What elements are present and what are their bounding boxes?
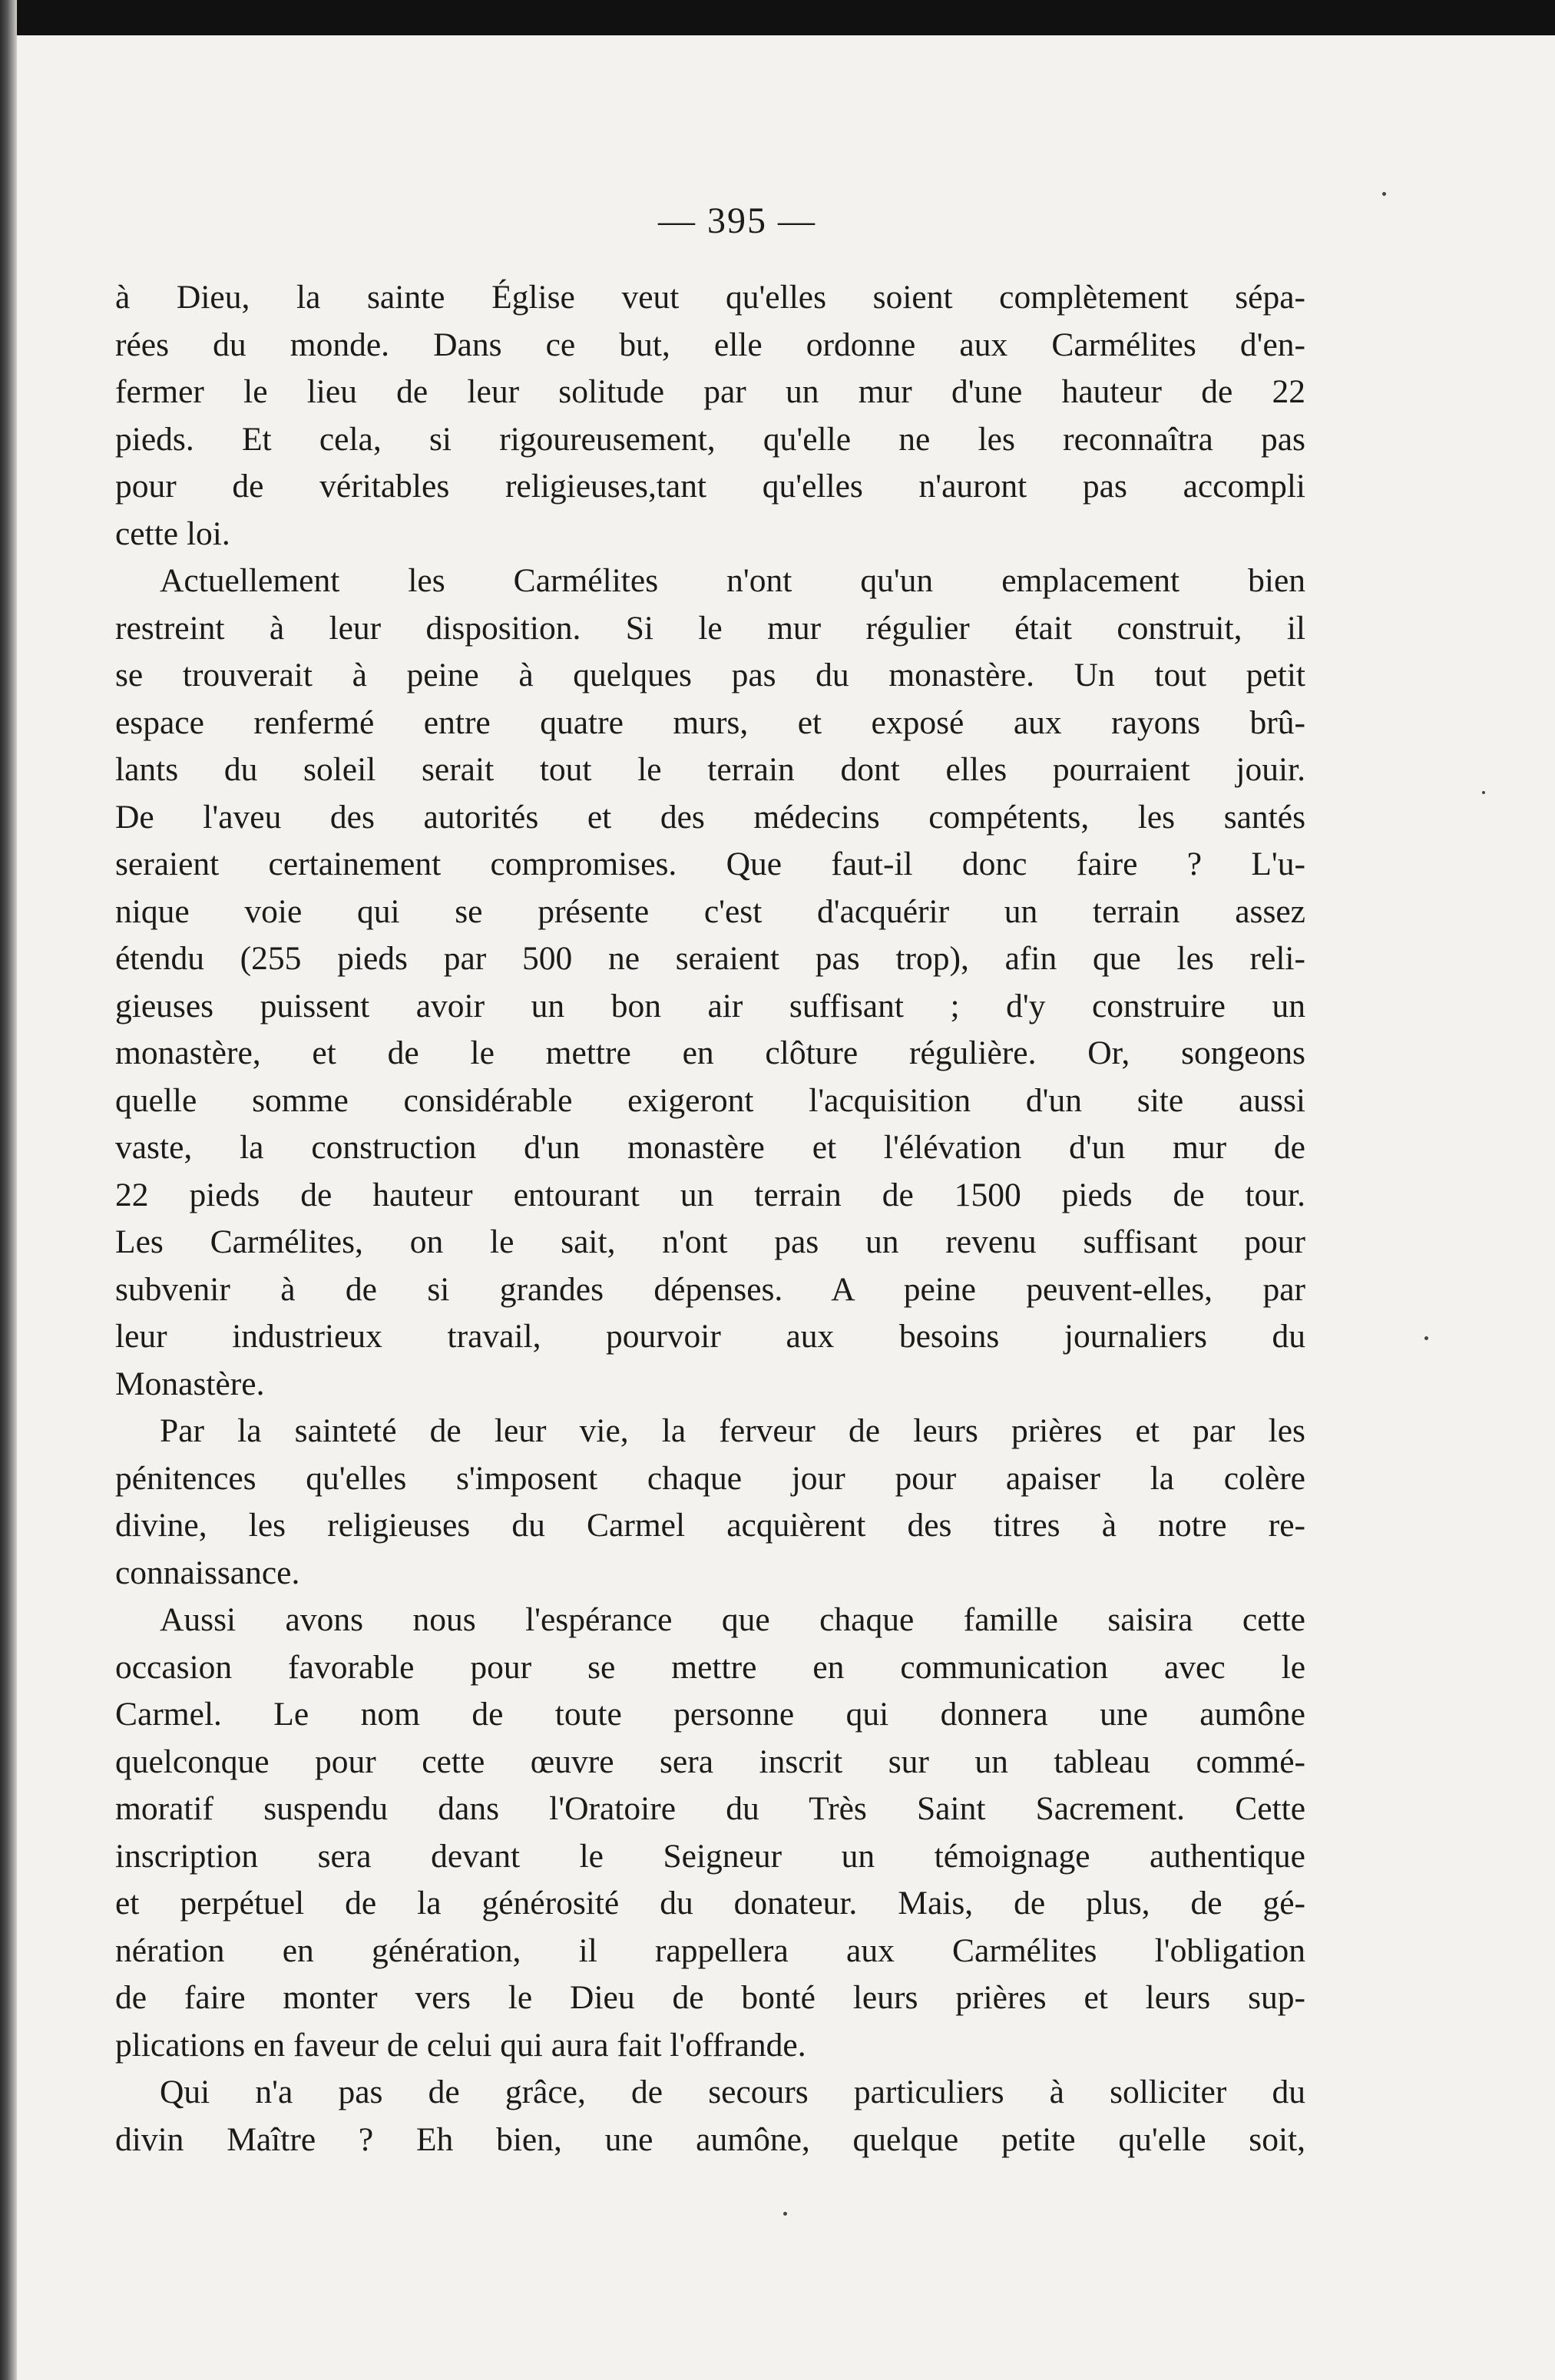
text-line: Monastère. (115, 1365, 265, 1402)
page-number: — 395 — (658, 200, 816, 241)
text-line: nique voie qui se présente c'est d'acquérir un terrain assez (115, 892, 1305, 930)
paragraph (115, 1408, 1305, 1597)
scan-top-border (0, 0, 1555, 35)
text-line: leur industrieux travail, pourvoir aux besoins journaliers du (115, 1318, 1305, 1355)
text-line: restreint à leur disposition. Si le mur régulier était construit, il (115, 609, 1305, 647)
book-page (115, 200, 1305, 2163)
text-line: Aussi avons nous l'espérance que chaque famille saisira cette (160, 1601, 1305, 1638)
text-line: divin Maître ? Eh bien, une aumône, quelque petite qu'elle soit, (115, 2120, 1305, 2158)
text-line: lants du soleil serait tout le terrain dont elles pourraient jouir. (115, 751, 1305, 788)
text-line: quelconque pour cette œuvre sera inscrit sur un tableau commé- (115, 1743, 1305, 1780)
text-line: moratif suspendu dans l'Oratoire du Très Saint Sacrement. Cette (115, 1790, 1305, 1827)
scan-speck (1482, 791, 1485, 794)
text-line: nération en génération, il rappellera aux Carmélites l'obligation (115, 1931, 1305, 1969)
text-line: étendu (255 pieds par 500 ne seraient pas trop), afin que les reli- (115, 940, 1305, 977)
paragraph (115, 2069, 1305, 2163)
paragraph (115, 1597, 1305, 2069)
scan-binding-edge (0, 0, 17, 2380)
text-line: rées du monde. Dans ce but, elle ordonne aux Carmélites d'en- (115, 326, 1305, 363)
scan-speck (1424, 1336, 1428, 1340)
text-line: Actuellement les Carmélites n'ont qu'un emplacement bien (160, 562, 1305, 599)
text-line: pieds. Et cela, si rigoureusement, qu'elle ne les reconnaîtra pas (115, 420, 1305, 458)
text-line: divine, les religieuses du Carmel acquièrent des titres à notre re- (115, 1507, 1305, 1544)
text-line: pénitences qu'elles s'imposent chaque jour pour apaiser la colère (115, 1459, 1305, 1497)
text-line: Les Carmélites, on le sait, n'ont pas un revenu suffisant pour (115, 1223, 1305, 1260)
text-line: seraient certainement compromises. Que faut-il donc faire ? L'u- (115, 846, 1305, 882)
text-line: quelle somme considérable exigeront l'acquisition d'un site aussi (115, 1081, 1305, 1119)
scan-speck (1382, 192, 1386, 196)
text-line: monastère, et de le mettre en clôture régulière. Or, songeons (115, 1034, 1305, 1071)
text-line: à Dieu, la sainte Église veut qu'elles soient complètement sépa- (115, 279, 1305, 316)
text-line: pour de véritables religieuses,tant qu'elles n'auront pas accompli (115, 468, 1305, 505)
text-line: gieuses puissent avoir un bon air suffisant ; d'y construire un (115, 987, 1305, 1024)
text-line: Qui n'a pas de grâce, de secours particuliers à solliciter du (160, 2074, 1305, 2110)
text-line: fermer le lieu de leur solitude par un mur d'une hauteur de 22 (115, 373, 1305, 410)
text-line: occasion favorable pour se mettre en communication avec le (115, 1648, 1305, 1686)
text-line: plications en faveur de celui qui aura fait l'offrande. (115, 2026, 806, 2064)
text-line: 22 pieds de hauteur entourant un terrain de 1500 pieds de tour. (115, 1176, 1305, 1213)
scan-speck (783, 2212, 787, 2216)
paragraph (115, 558, 1305, 1408)
text-line: vaste, la construction d'un monastère et l'élévation d'un mur de (115, 1129, 1305, 1166)
text-line: espace renfermé entre quatre murs, et exposé aux rayons brû- (115, 703, 1305, 741)
text-line: subvenir à de si grandes dépenses. A peine peuvent-elles, par (115, 1270, 1305, 1308)
text-line: et perpétuel de la générosité du donateur. Mais, de plus, de gé- (115, 1885, 1305, 1922)
page-body (115, 274, 1305, 2163)
text-line: se trouverait à peine à quelques pas du monastère. Un tout petit (115, 657, 1305, 693)
text-line: de faire monter vers le Dieu de bonté leurs prières et leurs sup- (115, 1979, 1305, 2016)
text-line: Carmel. Le nom de toute personne qui donnera une aumône (115, 1696, 1305, 1733)
text-line: Par la sainteté de leur vie, la ferveur de leurs prières et par les (160, 1412, 1305, 1449)
text-line: inscription sera devant le Seigneur un témoignage authentique (115, 1837, 1305, 1875)
text-line: De l'aveu des autorités et des médecins compétents, les santés (115, 798, 1305, 836)
text-line: cette loi. (115, 515, 230, 552)
paragraph (115, 274, 1305, 558)
text-line: connaissance. (115, 1554, 300, 1591)
